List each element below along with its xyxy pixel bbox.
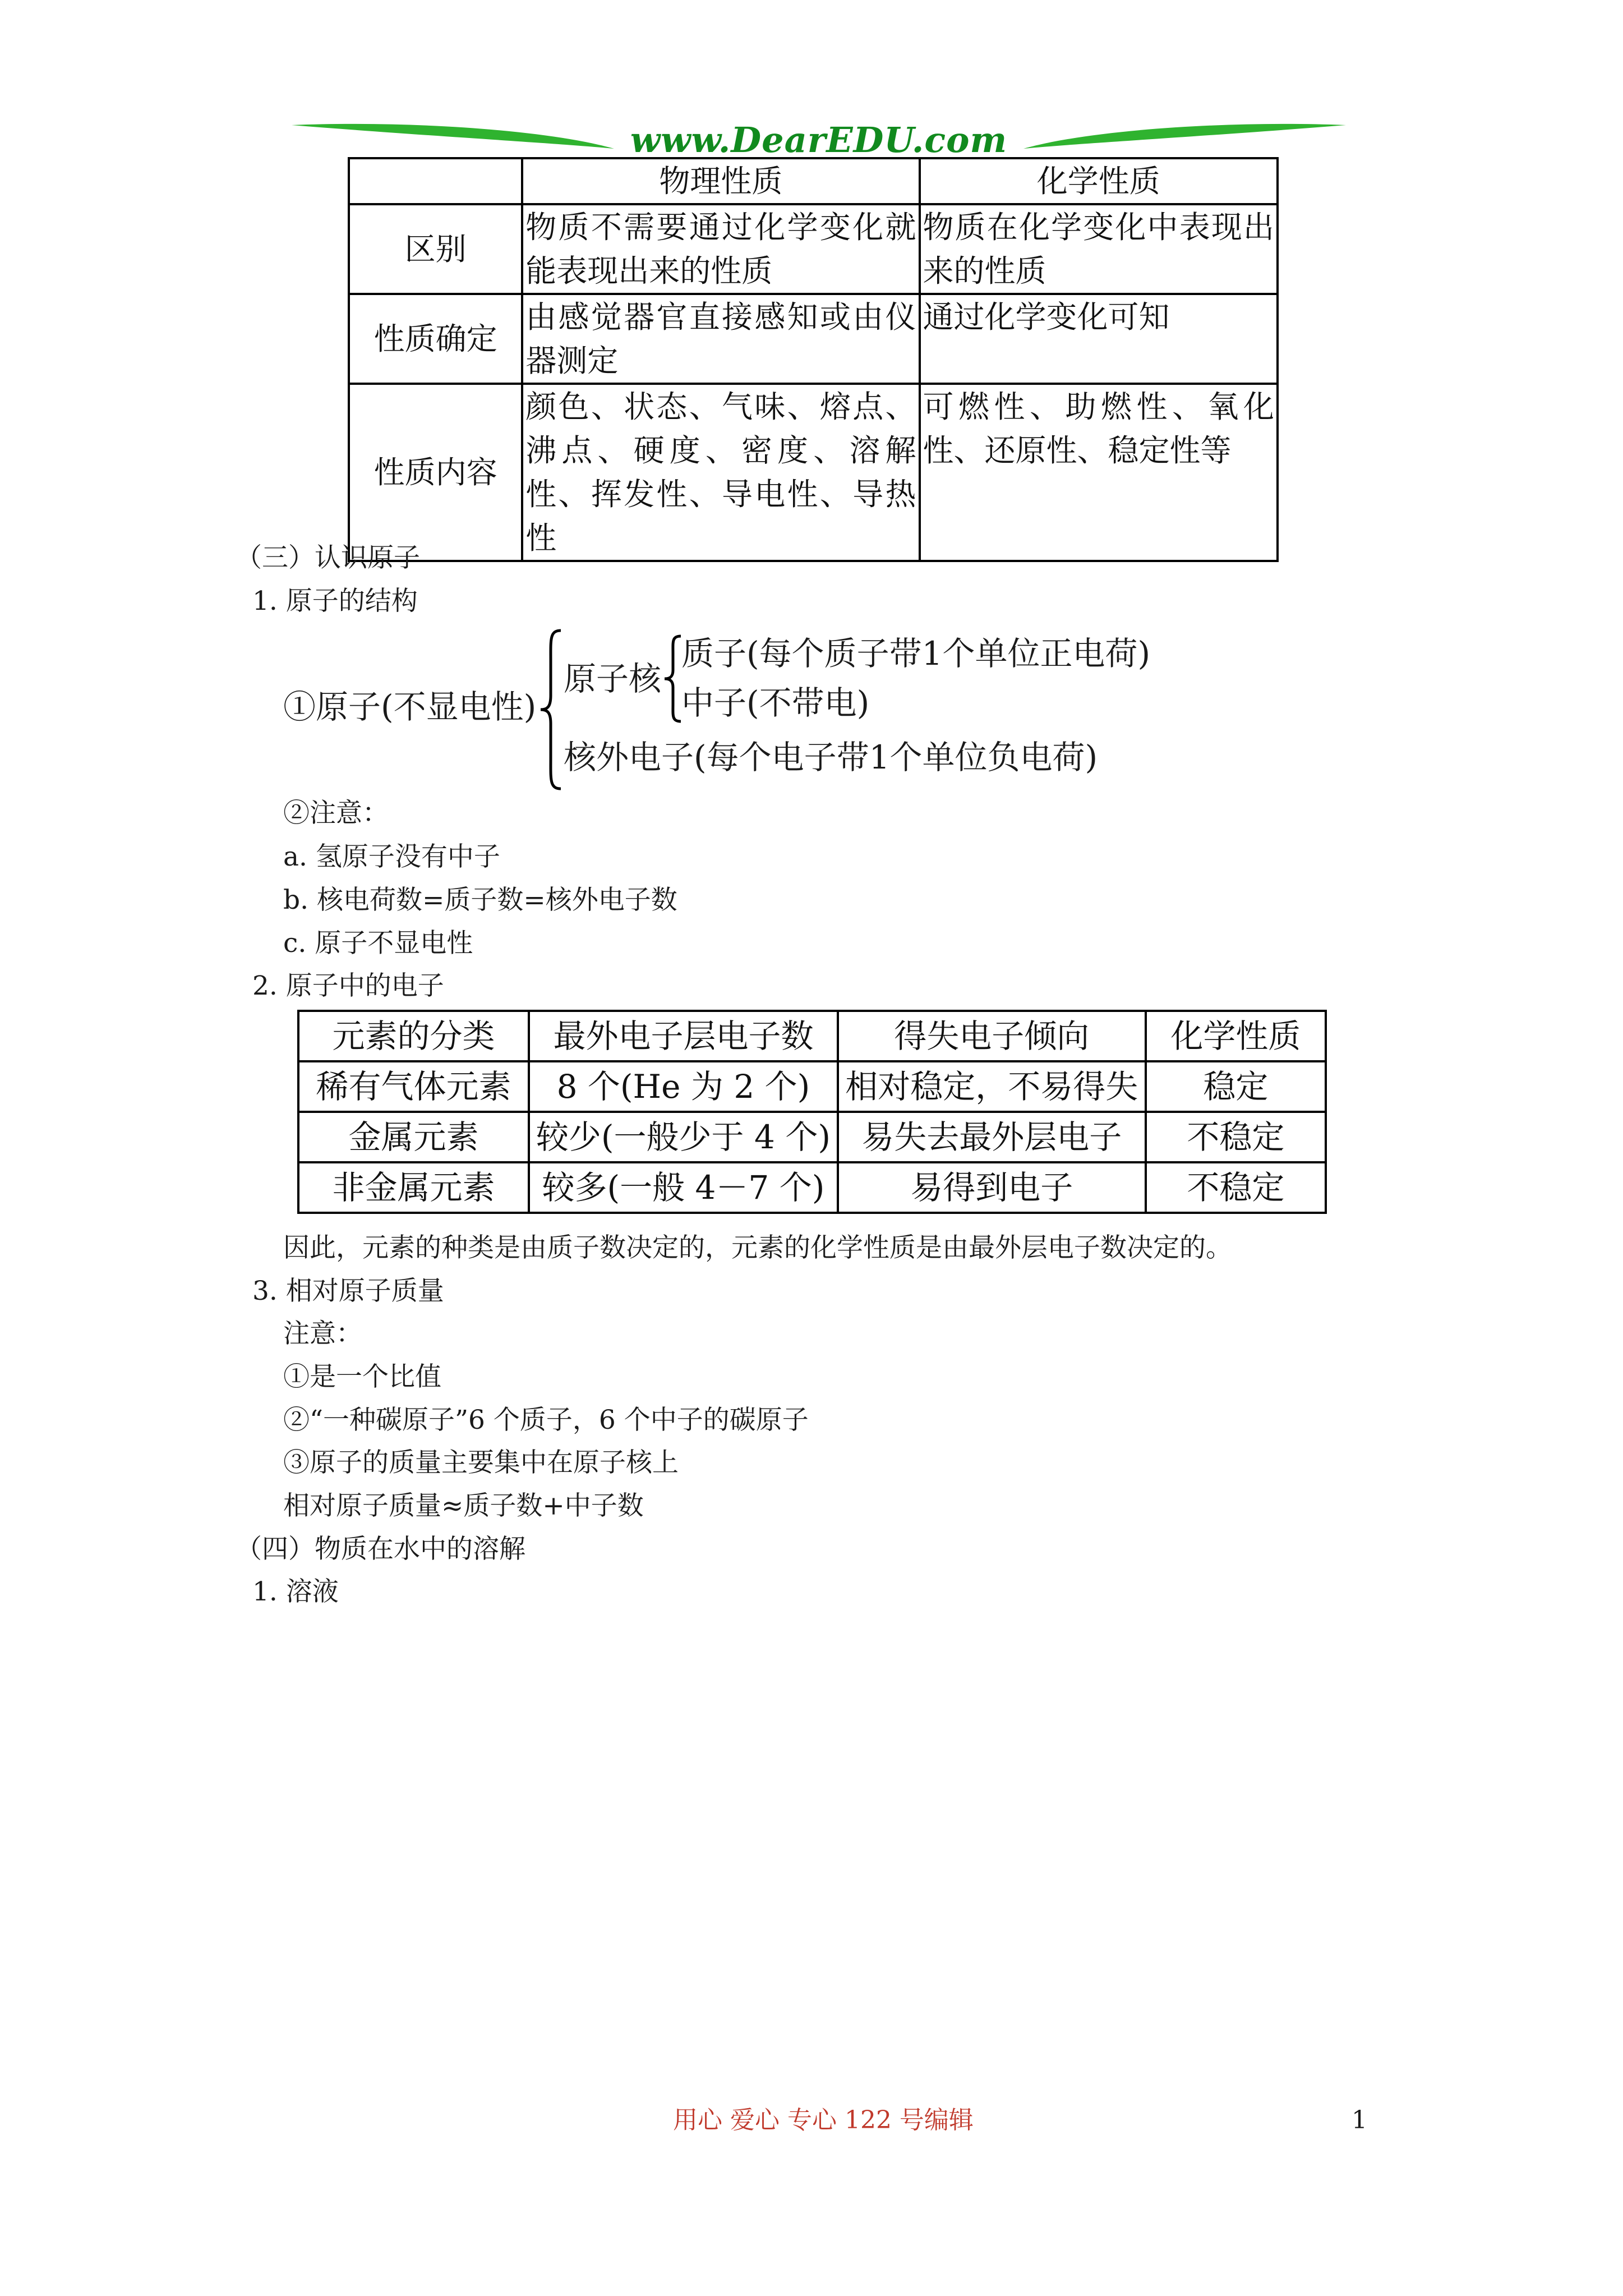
table-header-row xyxy=(298,1011,1326,1061)
inner-brace-icon xyxy=(662,634,684,724)
logo-text: www.DearEDU.com xyxy=(630,119,1008,160)
row-label: 性质确定 xyxy=(349,294,522,384)
notes-title: 注意： xyxy=(283,1318,362,1349)
table-cell: 不稳定 xyxy=(1146,1162,1326,1213)
note-item: b. 核电荷数=质子数=核外电子数 xyxy=(283,885,677,915)
table-cell: 较多(一般 4－7 个) xyxy=(529,1162,838,1213)
electron-table xyxy=(297,1010,1327,1214)
formula-text: 相对原子质量≈质子数+中子数 xyxy=(283,1490,644,1521)
table-header-cell: 化学性质 xyxy=(1146,1011,1326,1061)
note-item: ②“一种碳原子”6 个质子，6 个中子的碳原子 xyxy=(283,1405,809,1435)
table-row xyxy=(349,294,1278,384)
page-number: 1 xyxy=(1352,2106,1367,2134)
table-cell: 金属元素 xyxy=(298,1112,529,1162)
outer-brace-icon xyxy=(537,628,565,791)
table-row xyxy=(298,1162,1326,1213)
table-cell: 稀有气体元素 xyxy=(298,1061,529,1112)
table-cell: 易失去最外层电子 xyxy=(838,1112,1146,1162)
table-row xyxy=(349,204,1278,294)
footer-text: 用心 爱心 专心 122 号编辑 xyxy=(673,2106,974,2134)
table-header-cell: 化学性质 xyxy=(920,158,1278,204)
item-heading: 3. 相对原子质量 xyxy=(252,1276,444,1306)
table-cell: 物质在化学变化中表现出来的性质 xyxy=(920,204,1278,294)
table-cell: 通过化学变化可知 xyxy=(920,294,1278,384)
row-label: 性质内容 xyxy=(349,384,522,561)
table-row xyxy=(298,1061,1326,1112)
item-heading: 1. 溶液 xyxy=(252,1576,339,1607)
electron-text: 核外电子(每个电子带1个单位负电荷) xyxy=(564,738,1098,776)
table-row xyxy=(349,384,1278,561)
atom-label: ①原子(不显电性) xyxy=(283,688,537,726)
table-header-cell: 物理性质 xyxy=(522,158,919,204)
table-row xyxy=(298,1112,1326,1162)
table-cell: 较少(一般少于 4 个) xyxy=(529,1112,838,1162)
table-cell: 易得到电子 xyxy=(838,1162,1146,1213)
table-cell: 8 个(He 为 2 个) xyxy=(529,1061,838,1112)
table-cell: 可燃性、助燃性、氧化性、还原性、稳定性等 xyxy=(920,384,1278,561)
notes-title: ②注意： xyxy=(283,798,389,829)
neutron-text: 中子(不带电) xyxy=(681,684,870,722)
table-cell: 稳定 xyxy=(1146,1061,1326,1112)
row-label: 区别 xyxy=(349,204,522,294)
table-header-cell: 元素的分类 xyxy=(298,1011,529,1061)
table-cell: 颜色、状态、气味、熔点、沸点、硬度、密度、溶解性、挥发性、导电性、导热性 xyxy=(522,384,919,561)
conclusion-text: 因此，元素的种类是由质子数决定的，元素的化学性质是由最外层电子数决定的。 xyxy=(283,1232,1232,1263)
section-title: （四）物质在水中的溶解 xyxy=(236,1534,525,1565)
note-item: a. 氢原子没有中子 xyxy=(283,841,500,872)
table-cell: 不稳定 xyxy=(1146,1112,1326,1162)
table-cell: 相对稳定，不易得失 xyxy=(838,1061,1146,1112)
note-item: ③原子的质量主要集中在原子核上 xyxy=(283,1447,679,1478)
table-header-cell: 最外电子层电子数 xyxy=(529,1011,838,1061)
nucleus-label: 原子核 xyxy=(564,660,662,698)
properties-table xyxy=(348,157,1279,562)
item-heading: 1. 原子的结构 xyxy=(252,586,418,616)
table-cell: 非金属元素 xyxy=(298,1162,529,1213)
item-heading: 2. 原子中的电子 xyxy=(252,970,444,1001)
note-item: c. 原子不显电性 xyxy=(283,928,473,959)
proton-text: 质子(每个质子带1个单位正电荷) xyxy=(681,634,1151,673)
table-cell: 物质不需要通过化学变化就能表现出来的性质 xyxy=(522,204,919,294)
table-cell: 由感觉器官直接感知或由仪器测定 xyxy=(522,294,919,384)
table-header-cell: 得失电子倾向 xyxy=(838,1011,1146,1061)
table-header-cell xyxy=(349,158,522,204)
table-header-row xyxy=(349,158,1278,204)
note-item: ①是一个比值 xyxy=(283,1361,441,1392)
section-title: （三）认识原子 xyxy=(236,542,420,573)
